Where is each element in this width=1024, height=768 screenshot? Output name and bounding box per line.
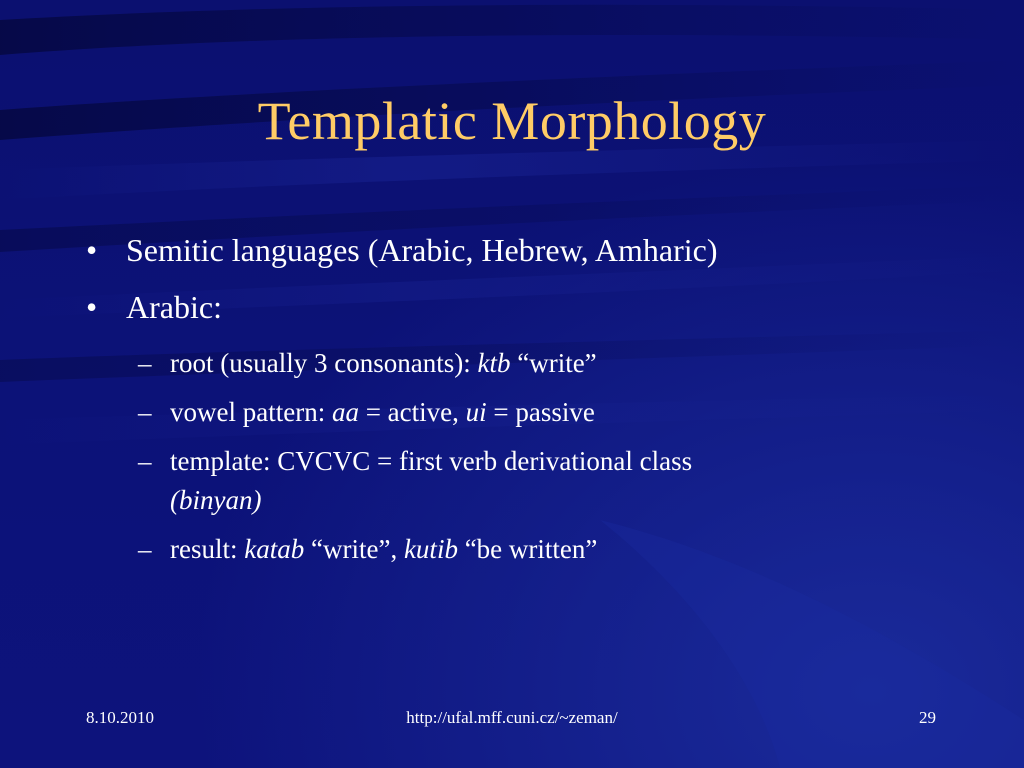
subbullet-italic-term: ui bbox=[465, 397, 487, 427]
subbullet-vowel-pattern bbox=[86, 393, 966, 432]
bullet-text: Semitic languages (Arabic, Hebrew, Amharic) bbox=[126, 232, 718, 268]
footer-url: http://ufal.mff.cuni.cz/~zeman/ bbox=[406, 708, 618, 727]
subbullet-italic-term: kutib bbox=[403, 534, 458, 564]
subbullet-text: = passive bbox=[486, 397, 595, 427]
subbullet-result bbox=[86, 530, 966, 569]
footer-page-number: 29 bbox=[919, 708, 936, 727]
subbullet-template bbox=[86, 442, 966, 520]
dash-marker: – bbox=[138, 534, 152, 564]
subbullet-text: result: bbox=[170, 534, 245, 564]
bullet-arabic bbox=[86, 287, 966, 327]
subbullet-italic-term: katab bbox=[244, 534, 305, 564]
slide-content bbox=[86, 230, 966, 579]
subbullet-italic-term: (binyan) bbox=[170, 485, 262, 515]
subbullet-text: template: CVCVC = first verb derivational class bbox=[170, 446, 693, 476]
dash-marker: – bbox=[138, 446, 152, 476]
subbullet-italic-term: ktb bbox=[477, 348, 511, 378]
subbullet-text: “write” bbox=[510, 348, 597, 378]
subbullet-text: “be written” bbox=[457, 534, 598, 564]
slide-title: Templatic Morphology bbox=[257, 91, 767, 151]
subbullet-root bbox=[86, 344, 966, 383]
bullet-marker: • bbox=[86, 289, 98, 325]
bullet-text: Arabic: bbox=[126, 289, 222, 325]
footer-date: 8.10.2010 bbox=[86, 708, 154, 727]
subbullet-text: “write”, bbox=[304, 534, 404, 564]
subbullet-italic-term: aa bbox=[331, 397, 359, 427]
bullet-semitic-languages bbox=[86, 230, 966, 270]
dash-marker: – bbox=[138, 397, 152, 427]
subbullet-text: root (usually 3 consonants): bbox=[170, 348, 478, 378]
bullet-marker: • bbox=[86, 232, 98, 268]
dash-marker: – bbox=[138, 348, 152, 378]
subbullet-text: vowel pattern: bbox=[170, 397, 332, 427]
subbullet-text: = active, bbox=[358, 397, 466, 427]
